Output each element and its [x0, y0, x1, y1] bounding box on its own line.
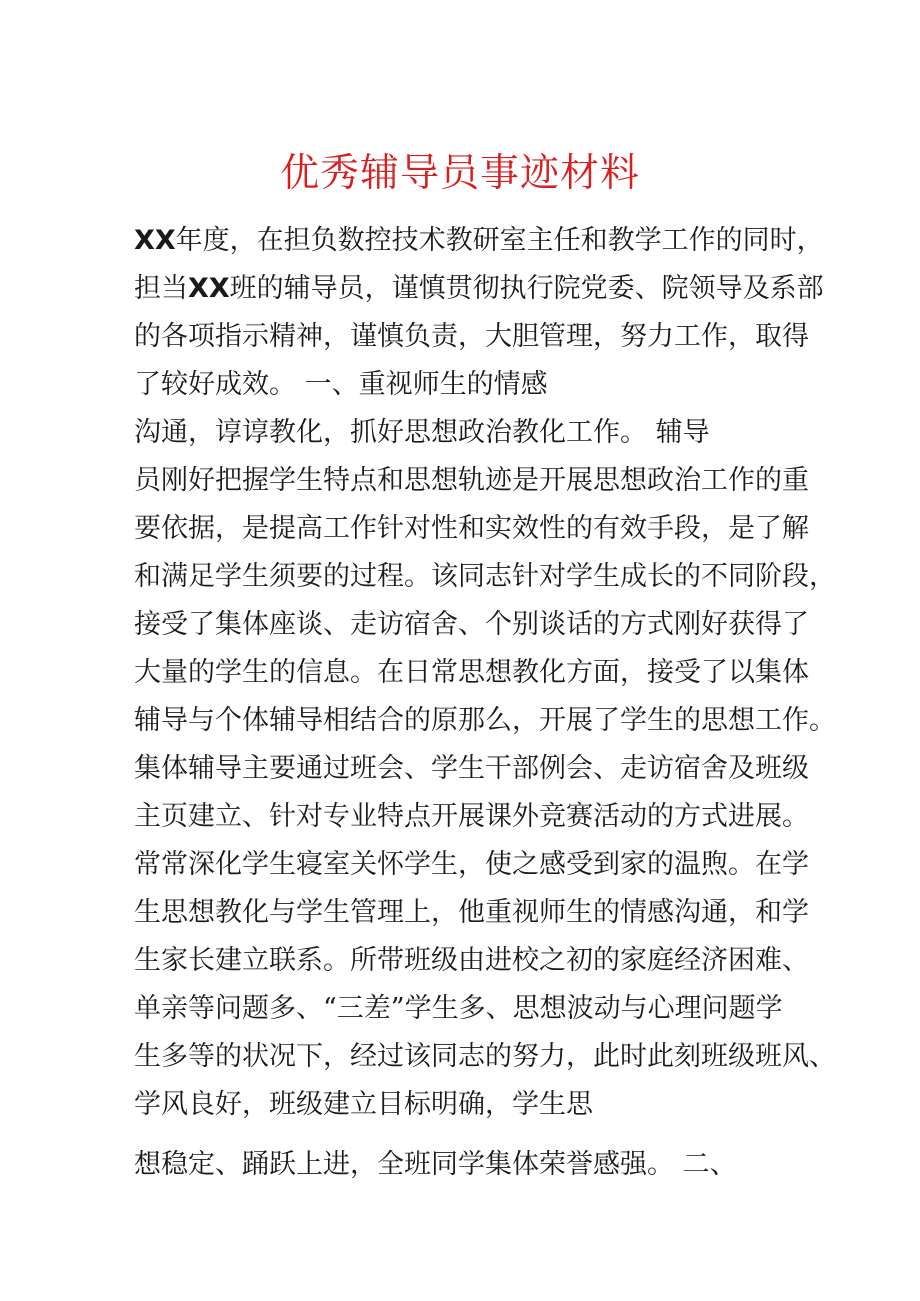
body-line: XX年度，在担负数控技术教研室主任和教学工作的同时， [134, 225, 824, 256]
body-line: 集体辅导主要通过班会、学生干部例会、走访宿舍及班级 [134, 753, 809, 784]
body-line: 学风良好，班级建立目标明确，学生思 [134, 1089, 593, 1120]
body-line: 要依据，是提高工作针对性和实效性的有效手段，是了解 [134, 513, 809, 544]
body-line: 辅导与个体辅导相结合的原那么，开展了学生的思想工作。 [134, 705, 836, 736]
body-line: 了较好成效。 一、重视师生的情感 [134, 369, 548, 400]
body-line: 想稳定、踊跃上进，全班同学集体荣誉感强。 二、 [134, 1149, 737, 1180]
body-line: 大量的学生的信息。在日常思想教化方面，接受了以集体 [134, 657, 809, 688]
body-line: 生思想教化与学生管理上，他重视师生的情感沟通，和学 [134, 897, 809, 928]
body-line: 担当XX班的辅导员，谨慎贯彻执行院党委、院领导及系部 [134, 273, 824, 304]
document-title: 优秀辅导员事迹材料 [279, 151, 640, 196]
body-line: 接受了集体座谈、走访宿舍、个别谈话的方式刚好获得了 [134, 609, 809, 640]
body-line: 单亲等问题多、“三差”学生多、思想波动与心理问题学 [134, 993, 783, 1024]
body-line: 和满足学生须要的过程。该同志针对学生成长的不同阶段， [134, 561, 836, 592]
body-line: 沟通，谆谆教化，抓好思想政治教化工作。 辅导 [134, 417, 710, 448]
body-line: 员刚好把握学生特点和思想轨迹是开展思想政治工作的重 [134, 465, 809, 496]
body-line: 生家长建立联系。所带班级由进校之初的家庭经济困难、 [134, 945, 809, 976]
body-line: 的各项指示精神，谨慎负责，大胆管理，努力工作，取得 [134, 321, 809, 352]
body-line: 生多等的状况下，经过该同志的努力，此时此刻班级班风、 [134, 1041, 836, 1072]
body-line: 常常深化学生寝室关怀学生，使之感受到家的温煦。在学 [134, 849, 809, 880]
body-line: 主页建立、针对专业特点开展课外竞赛活动的方式进展。 [134, 801, 809, 832]
